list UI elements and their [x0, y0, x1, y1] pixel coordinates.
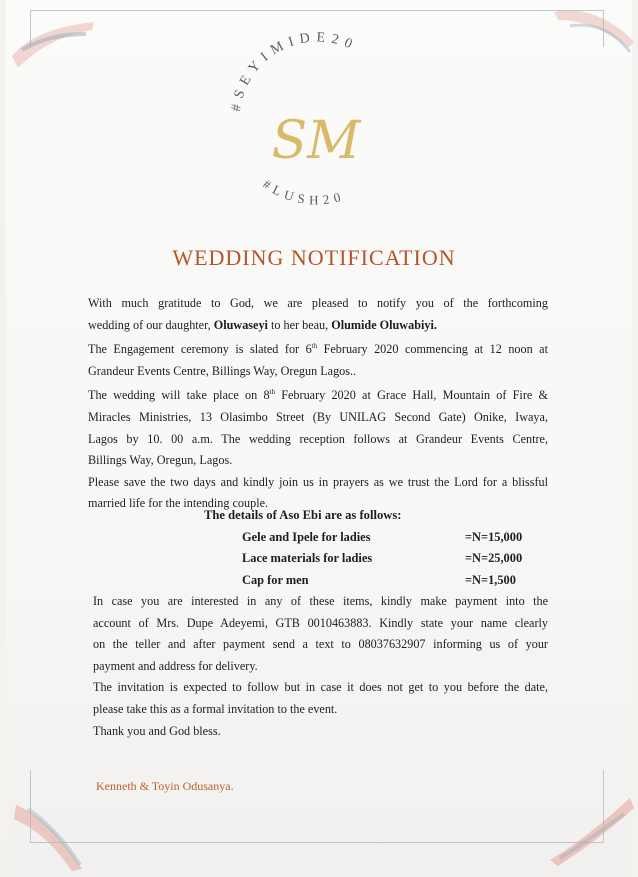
monogram-initials: SM	[271, 111, 361, 171]
bride-name: Oluwaseyi	[213, 317, 268, 332]
closing-line: Thank you and God bless.	[93, 723, 221, 738]
aso-ebi-item	[242, 551, 542, 566]
hashtag-bottom-text	[260, 176, 347, 207]
aso-ebi-item-price: =N=25,000	[465, 551, 523, 565]
aso-ebi-item-name: Lace materials for ladies	[242, 551, 373, 565]
monogram-crest	[0, 0, 638, 230]
payment-line4: payment and address for delivery.	[93, 658, 258, 673]
page-title: WEDDING NOTIFICATION	[172, 245, 456, 270]
payment-line1: In case you are interested in any of these items, kindly make payment into the	[93, 594, 548, 608]
aso-ebi-item-price: =N=1,500	[465, 573, 516, 587]
invitation-line1: The invitation is expected to follow but in case it does not get to you before the date,	[93, 680, 548, 695]
signature: Kenneth & Toyin Odusanya.	[96, 779, 234, 793]
para1-line1: With much gratitude to God, we are pleased to notify you of the forthcoming	[88, 296, 548, 310]
aso-ebi-item	[242, 530, 542, 545]
announcement-body	[88, 293, 548, 515]
aso-ebi-item	[242, 573, 542, 588]
payment-and-closing	[93, 591, 548, 742]
hashtag-bottom: #LUSH20	[260, 176, 347, 208]
aso-ebi-heading: The details of Aso Ebi are as follows:	[204, 508, 402, 522]
engagement-line2: Grandeur Events Centre, Billings Way, Oregun Lagos..	[88, 363, 357, 378]
payment-line3: on the teller and after payment send a text to 08037632907 informing us of your	[93, 637, 548, 652]
payment-line2: account of Mrs. Dupe Adeyemi, GTB 0010463883. Kindly state your name clearly	[93, 615, 548, 630]
aso-ebi-item-name: Cap for men	[242, 573, 309, 587]
para1-line2: wedding of our daughter, Oluwaseyi to her beau, Olumide Oluwabiyi.	[88, 317, 437, 332]
aso-ebi-item-name: Gele and Ipele for ladies	[242, 530, 371, 544]
watercolor-brush-bottom-right	[540, 790, 636, 870]
prayer-line1: Please save the two days and kindly join us in prayers as we trust the Lord for a blissful	[88, 474, 548, 489]
groom-name: Olumide Oluwabiyi.	[331, 317, 437, 332]
invitation-line2: please take this as a formal invitation to the event.	[93, 701, 338, 716]
prayer-line2: married life for the intending couple.	[88, 496, 269, 511]
wedding-line1: The wedding will take place on 8th February 2020 at Grace Hall, Mountain of Fire &	[88, 388, 548, 403]
wedding-line2: Miracles Ministries, 13 Olasimbo Street (By UNILAG Second Gate) Onike, Iwaya,	[88, 410, 548, 425]
engagement-line1: The Engagement ceremony is slated for 6th February 2020 commencing at 12 noon at	[88, 342, 548, 357]
watercolor-brush-bottom-left	[10, 795, 100, 875]
hashtag-top: #SEYIMIDE20	[228, 30, 360, 113]
aso-ebi-item-price: =N=15,000	[465, 530, 523, 544]
wedding-line4: Billings Way, Oregun, Lagos.	[88, 453, 233, 468]
wedding-line3: Lagos by 10. 00 a.m. The wedding reception follows at Grandeur Events Centre,	[88, 431, 548, 446]
